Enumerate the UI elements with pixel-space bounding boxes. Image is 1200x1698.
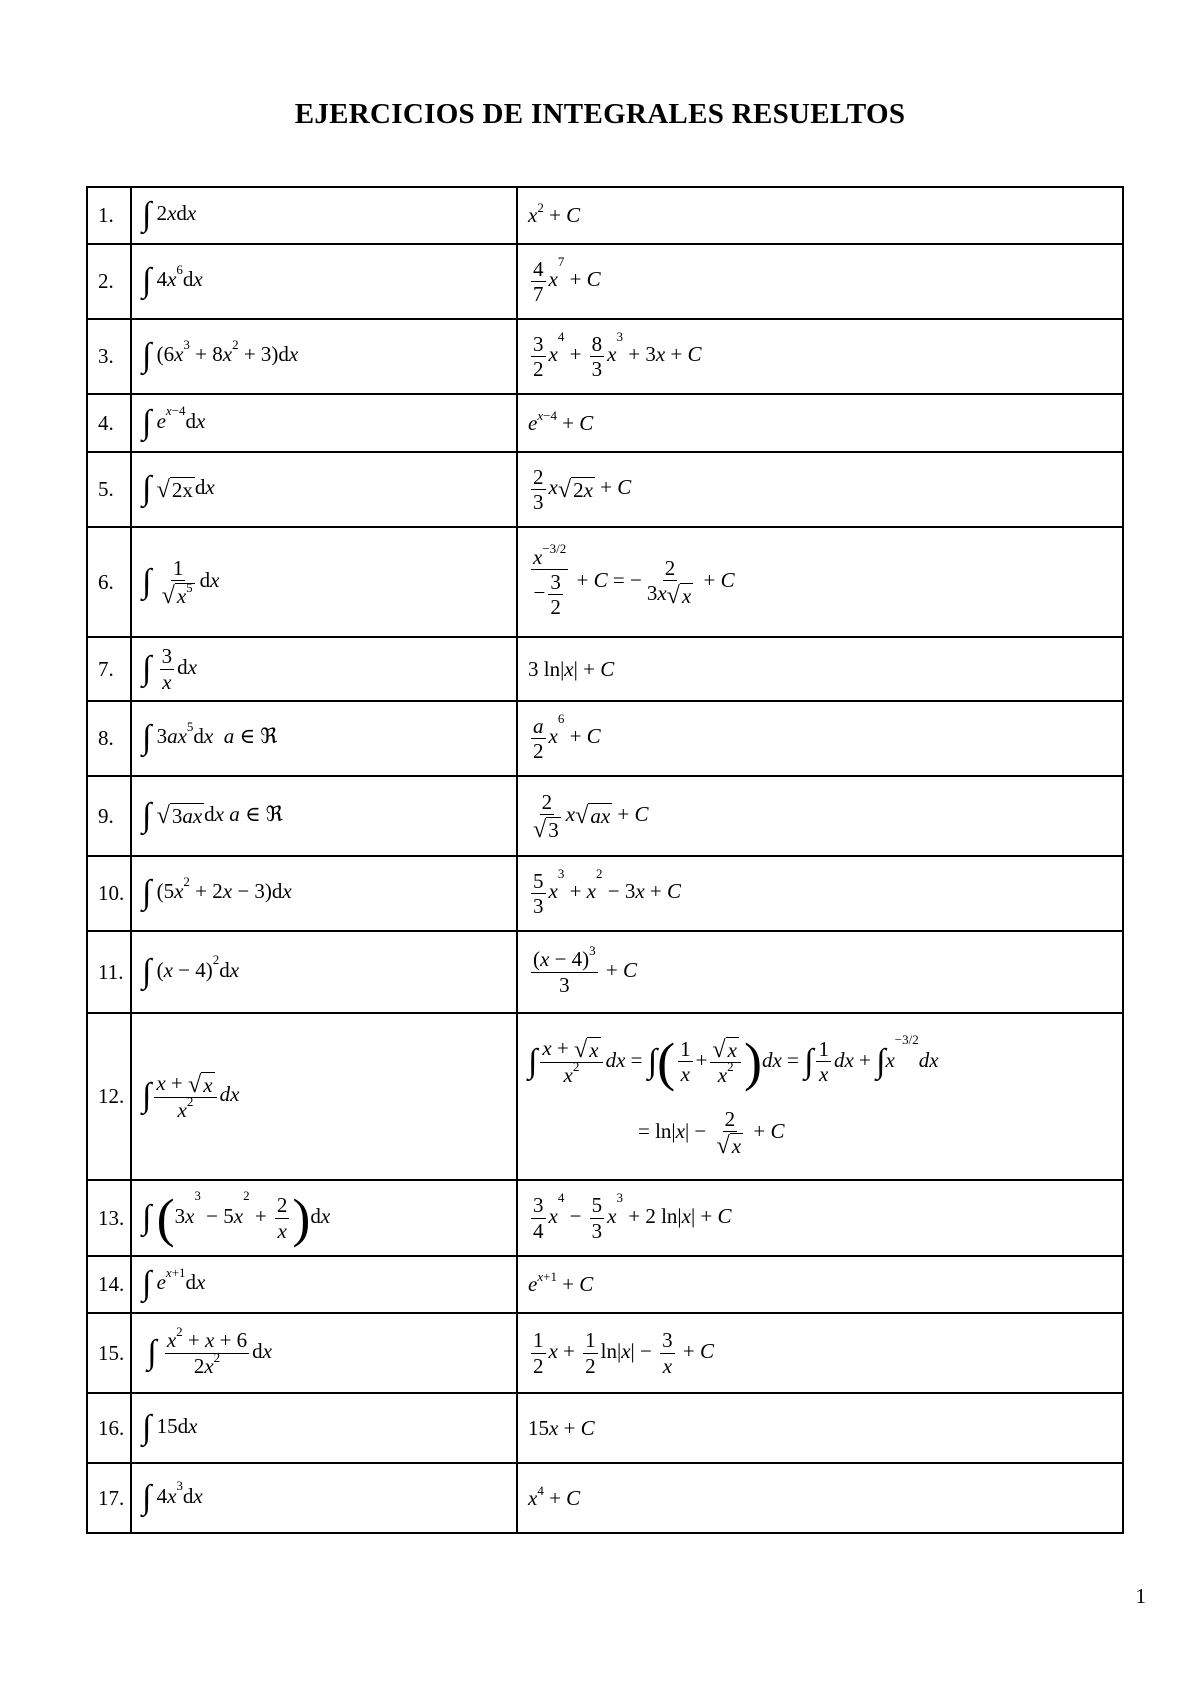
solution-text: 2 √ 3 x √ ax + C bbox=[533, 790, 649, 843]
table-row bbox=[87, 931, 1123, 1013]
exercise-solution bbox=[517, 1256, 1123, 1313]
exercise-solution bbox=[517, 1463, 1123, 1533]
table-row bbox=[87, 1313, 1123, 1393]
exercise-problem bbox=[131, 1180, 517, 1256]
solution-text: $\frac{1}{2}$ x + $\frac{1}{2}$ ln|x| − $\frac{3}{x}$ + C bbox=[533, 1328, 714, 1378]
solution-text: 15x + C bbox=[528, 1415, 595, 1440]
exercise-number: 10. bbox=[87, 856, 131, 931]
problem-text: ∫ $e^{x-4}dx$ bbox=[142, 403, 206, 441]
exercise-solution bbox=[517, 394, 1123, 452]
exercise-problem bbox=[131, 394, 517, 452]
exercise-number: 14. bbox=[87, 1256, 131, 1313]
exercise-solution bbox=[517, 187, 1123, 244]
exercise-problem bbox=[131, 931, 517, 1013]
table-row bbox=[87, 1013, 1123, 1180]
problem-text: ∫ $3ax^5dx$ a ∈ ℜ bbox=[142, 718, 278, 757]
exercise-problem bbox=[131, 452, 517, 527]
exercise-number: 7. bbox=[87, 637, 131, 701]
exercise-number: 17. bbox=[87, 1463, 131, 1533]
solution-text: $\frac{a}{2}$ $x^6 + C$ bbox=[533, 710, 601, 763]
exercise-number: 6. bbox=[87, 527, 131, 637]
exercise-problem bbox=[131, 1013, 517, 1180]
solution-text: $\frac{3}{2}$ $x^4$ + $\frac{8}{3}$ $x^3 + 3x + C$ bbox=[533, 328, 702, 381]
solution-text: $e^{x+1} + C$ bbox=[528, 1269, 594, 1296]
solution-text: $x^4 + C$ bbox=[528, 1482, 581, 1510]
table-row bbox=[87, 1180, 1123, 1256]
exercise-solution bbox=[517, 527, 1123, 637]
table-row bbox=[87, 701, 1123, 776]
exercise-solution bbox=[517, 319, 1123, 394]
exercise-problem bbox=[131, 1463, 517, 1533]
exercise-number: 4. bbox=[87, 394, 131, 452]
table-row bbox=[87, 527, 1123, 637]
exercise-solution bbox=[517, 1180, 1123, 1256]
exercise-problem bbox=[131, 1256, 517, 1313]
problem-text: ∫ 15dx bbox=[142, 1409, 198, 1446]
exercise-number: 1. bbox=[87, 187, 131, 244]
exercise-number: 11. bbox=[87, 931, 131, 1013]
problem-text: ∫ $(x - 4)^2dx$ bbox=[142, 952, 240, 990]
exercise-problem bbox=[131, 1313, 517, 1393]
problem-text: ∫ ($3x^3 - 5x^2$ + $\frac{2}{x}$ )dx bbox=[142, 1188, 331, 1248]
exercise-solution bbox=[517, 931, 1123, 1013]
exercise-problem bbox=[131, 527, 517, 637]
exercise-solution bbox=[517, 856, 1123, 931]
exercise-problem bbox=[131, 244, 517, 319]
page-number: 1 bbox=[1135, 1584, 1146, 1608]
solution-text: 3 ln|x| + C bbox=[528, 656, 615, 681]
exercise-number: 8. bbox=[87, 701, 131, 776]
table-row bbox=[87, 637, 1123, 701]
table-row bbox=[87, 319, 1123, 394]
solution-text: $\frac{5}{3}$ $x^3 + x^2 - 3x + C$ bbox=[533, 865, 682, 918]
solution-line-1: ∫ x + √ x $x^2$ dx = ∫( $\frac{1}{x}$ + √ x $x^2$ )dx = ∫ $\frac{1}{x}$ dx + $\int x^{-3/2}dx$ bbox=[528, 1031, 939, 1092]
exercise-number: 2. bbox=[87, 244, 131, 319]
exercise-solution bbox=[517, 244, 1123, 319]
exercise-number: 12. bbox=[87, 1013, 131, 1180]
table-row bbox=[87, 856, 1123, 931]
exercise-solution bbox=[517, 1393, 1123, 1463]
solution-text: $e^{x-4} + C$ bbox=[528, 407, 594, 435]
table-row bbox=[87, 1256, 1123, 1313]
exercise-number: 13. bbox=[87, 1180, 131, 1256]
problem-text: ∫ 2xdx bbox=[142, 196, 197, 234]
exercise-number: 3. bbox=[87, 319, 131, 394]
table-row bbox=[87, 1393, 1123, 1463]
solution-line-2: = ln|x| − 2 √ x + C bbox=[638, 1106, 785, 1160]
problem-text: ∫ $(5x^2 + 2x - 3)dx$ bbox=[142, 873, 292, 912]
table-row bbox=[87, 244, 1123, 319]
solution-text: $\frac{(x - 4)^3}{3}$ + C bbox=[533, 943, 638, 997]
solution-text: $x^{-3/2}$ − $\frac{3}{2}$ + C = − 2 3x √ x + C bbox=[533, 540, 735, 620]
problem-text: ∫ $4x^3dx$ bbox=[142, 1478, 203, 1516]
problem-text: ∫ $e^{x+1}dx$ bbox=[142, 1264, 206, 1303]
exercise-solution bbox=[517, 452, 1123, 527]
table-row bbox=[87, 452, 1123, 527]
page-title: EJERCICIOS DE INTEGRALES RESUELTOS bbox=[294, 98, 906, 130]
problem-text: ∫ x + √ x $x^2$ dx bbox=[142, 1070, 240, 1123]
problem-text: ∫ $\frac{x^2 + x + 6}{2x^2}$ dx bbox=[147, 1324, 272, 1378]
problem-text: ∫ √ 2x dx bbox=[142, 470, 215, 508]
problem-text: ∫ $\frac{3}{x}$ dx bbox=[142, 644, 197, 694]
exercise-number: 16. bbox=[87, 1393, 131, 1463]
solution-text: $\frac{3}{4}$ $x^4$ − $\frac{5}{3}$ $x^3 + 2$ ln|x| + C bbox=[533, 1190, 732, 1243]
exercise-problem bbox=[131, 701, 517, 776]
solution-text: $\frac{2}{3}$ x √ 2x + C bbox=[533, 464, 632, 514]
exercise-number: 9. bbox=[87, 776, 131, 856]
table-row bbox=[87, 394, 1123, 452]
problem-text: ∫ 1 √ $x^5$ dx bbox=[142, 556, 220, 609]
exercise-solution bbox=[517, 776, 1123, 856]
table-row bbox=[87, 776, 1123, 856]
exercise-solution bbox=[517, 1313, 1123, 1393]
exercise-problem bbox=[131, 319, 517, 394]
exercise-number: 15. bbox=[87, 1313, 131, 1393]
exercise-problem bbox=[131, 776, 517, 856]
exercise-problem bbox=[131, 1393, 517, 1463]
problem-text: ∫ $4x^6dx$ bbox=[142, 261, 203, 300]
table-row bbox=[87, 1463, 1123, 1533]
exercise-problem bbox=[131, 856, 517, 931]
solution-text: $\frac{4}{7}$ $x^7 + C$ bbox=[533, 253, 601, 306]
problem-text: ∫ $(6x^3 + 8x^2 + 3)dx$ bbox=[142, 336, 299, 375]
exercise-solution bbox=[517, 637, 1123, 701]
table-row bbox=[87, 187, 1123, 244]
problem-text: ∫ √ 3ax dx a ∈ ℜ bbox=[142, 797, 283, 834]
exercise-solution bbox=[517, 701, 1123, 776]
exercise-number: 5. bbox=[87, 452, 131, 527]
exercise-solution bbox=[517, 1013, 1123, 1180]
exercise-problem bbox=[131, 187, 517, 244]
solution-text: $x^2 + C$ bbox=[528, 200, 581, 227]
exercise-problem bbox=[131, 637, 517, 701]
exercises-table bbox=[86, 186, 1124, 1534]
